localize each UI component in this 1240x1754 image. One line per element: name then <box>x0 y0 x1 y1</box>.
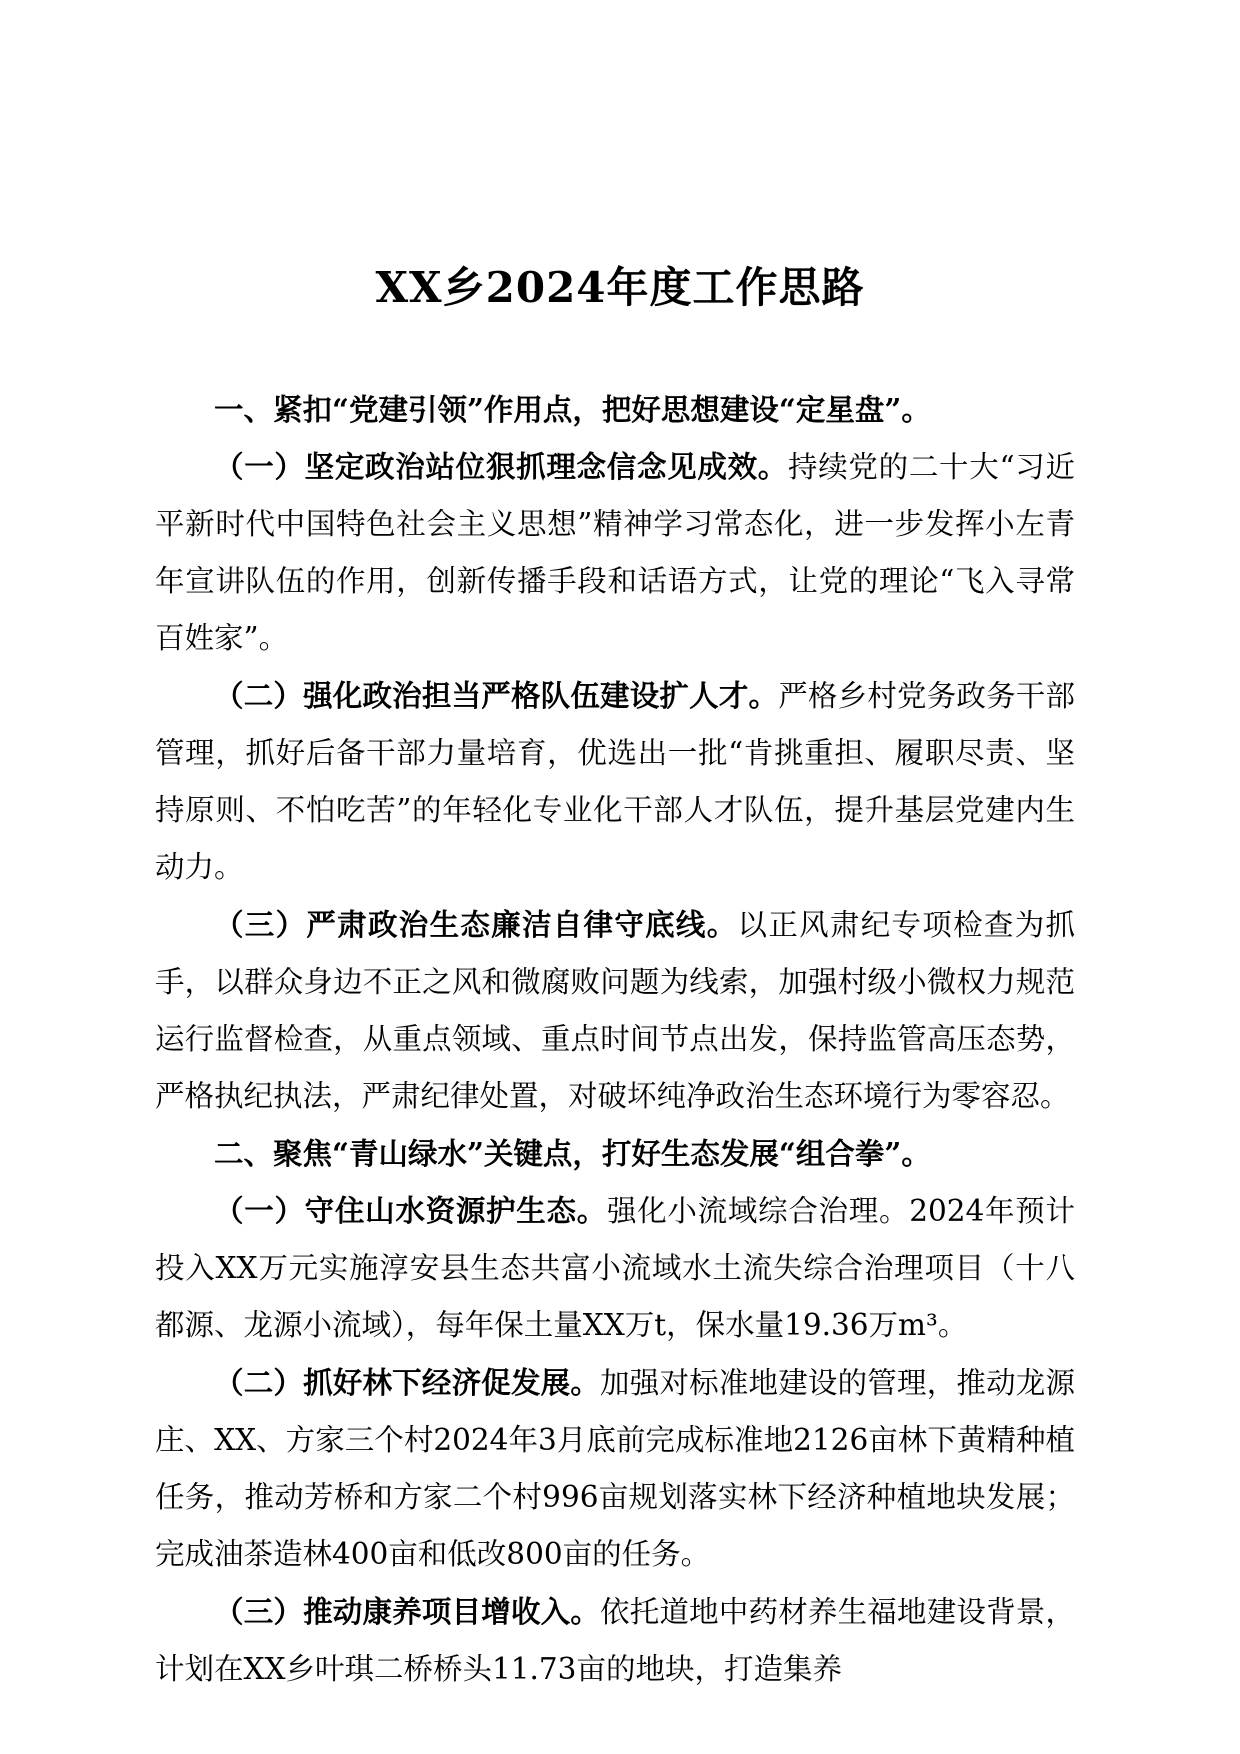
paragraph-text: 持续党的二十大“习近平新时代中国特色社会主义思想”精神学习常态化，进一步发挥小左青年宣讲队伍的作用，创新传播手段和话语方式，让党的理论“飞入寻常百姓家”。 <box>155 450 1075 655</box>
paragraph <box>155 1583 1075 1698</box>
paragraph-lead: （一）守住山水资源护生态。 <box>214 1193 607 1228</box>
paragraph-text: 强化小流域综合治理。2024年预计投入XX万元实施淳安县生态共富小流域水土流失综合治理项目（十八都源、龙源小流域），每年保土量XX万t，保水量19.36万m³。 <box>155 1194 1075 1342</box>
section-heading: 二、聚焦“青山绿水”关键点，打好生态发展“组合拳”。 <box>214 1136 931 1171</box>
paragraph <box>155 667 1075 896</box>
paragraph-text: 严格乡村党务政务干部管理，抓好后备干部力量培育，优选出一批“肯挑重担、履职尽责、坚持原则、不怕吃苦”的年轻化专业化干部人才队伍，提升基层党建内生动力。 <box>155 679 1075 884</box>
paragraph-text: 加强对标准地建设的管理，推动龙源庄、XX、方家三个村2024年3月底前完成标准地2126亩林下黄精种植任务，推动芳桥和方家二个村996亩规划落实林下经济种植地块发展；完成油茶造林400亩和低改800亩的任务。 <box>155 1366 1075 1571</box>
paragraph <box>155 896 1075 1125</box>
paragraph-text: 依托道地中药材养生福地建设背景，计划在XX乡叶琪二桥桥头11.73亩的地块，打造集养 <box>155 1595 1075 1686</box>
section-heading: 一、紧扣“党建引领”作用点，把好思想建设“定星盘”。 <box>214 392 931 427</box>
paragraph <box>155 1354 1075 1583</box>
paragraph-lead: （二）抓好林下经济促发展。 <box>214 1365 601 1400</box>
paragraph-lead: （三）严肃政治生态廉洁自律守底线。 <box>214 907 738 942</box>
document-body <box>155 381 1075 1698</box>
paragraph <box>155 1182 1075 1354</box>
paragraph-lead: （三）推动康养项目增收入。 <box>214 1594 601 1629</box>
paragraph-lead: （一）坚定政治站位狠抓理念信念见成效。 <box>214 449 788 484</box>
paragraph-lead: （二）强化政治担当严格队伍建设扩人才。 <box>214 678 779 713</box>
paragraph-text: 以正风肃纪专项检查为抓手，以群众身边不正之风和微腐败问题为线索，加强村级小微权力规范运行监督检查，从重点领域、重点时间节点出发，保持监管高压态势，严格执纪执法，严肃纪律处置，对破坏纯净政治生态环境行为零容忍。 <box>155 908 1075 1113</box>
page-title: XX乡2024年度工作思路 <box>375 263 865 312</box>
paragraph <box>155 438 1075 667</box>
